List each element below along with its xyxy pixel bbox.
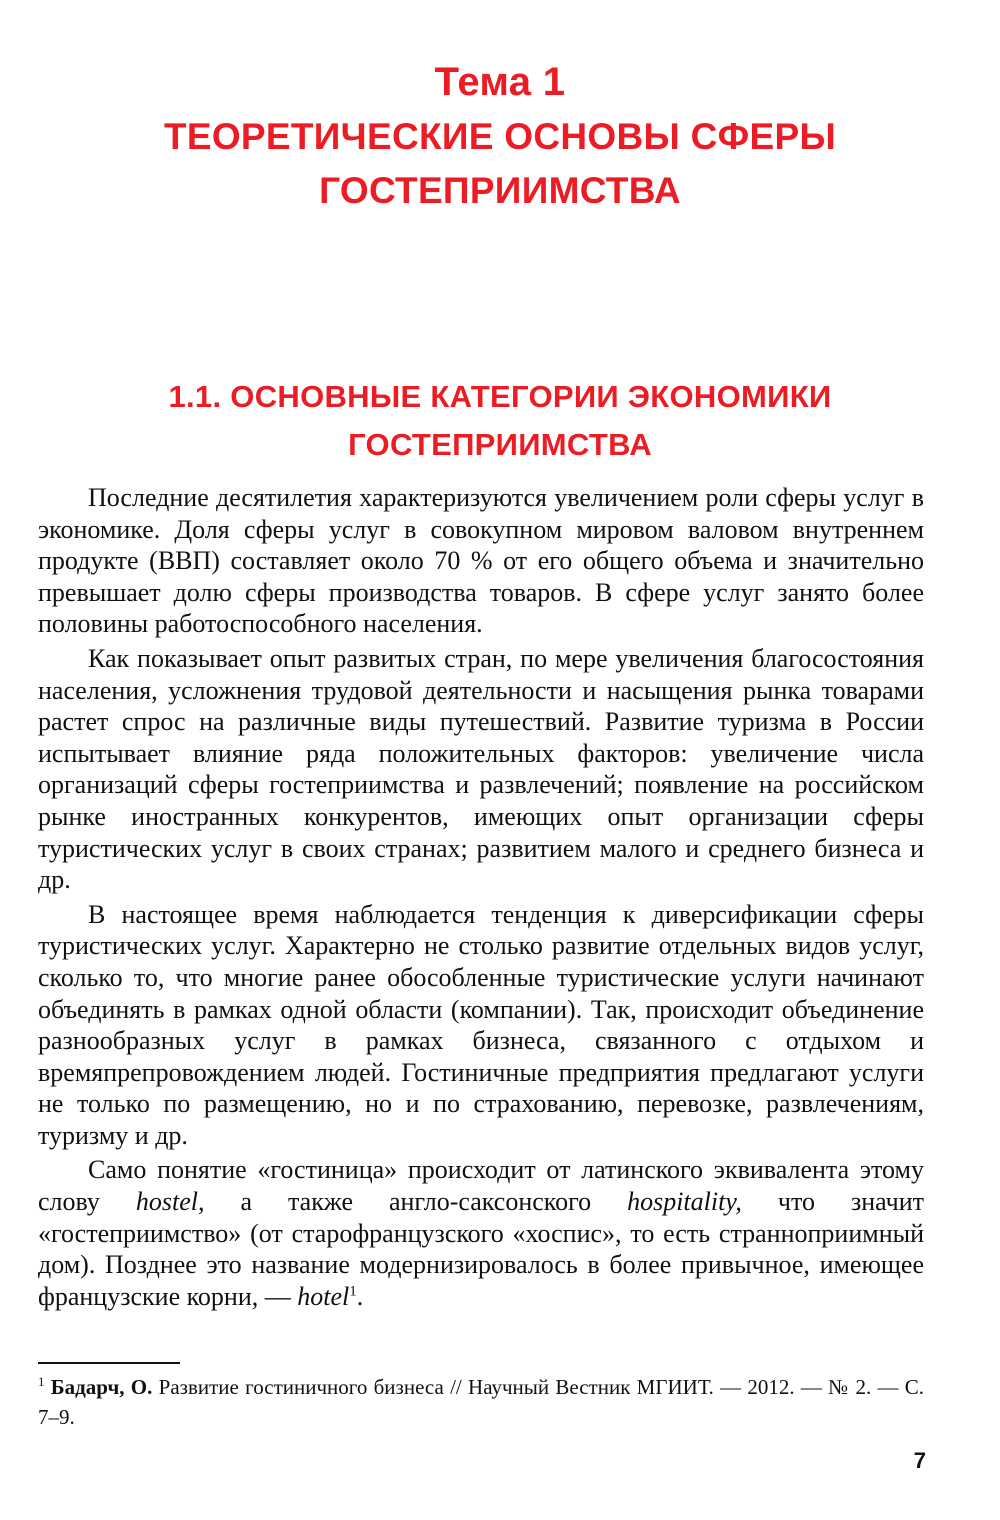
topic-label: Тема 1 bbox=[434, 60, 566, 104]
paragraph-4-end: . bbox=[356, 1281, 364, 1311]
topic-title-line: ТЕОРЕТИЧЕСКИЕ ОСНОВЫ СФЕРЫ bbox=[163, 116, 837, 157]
paragraph-1: Последние десятилетия характеризуются увеличением роли сферы услуг в экономике. Доля сферы услуг в совокупном мировом валовом внутреннем продукте (ВВП) составляет около 70 % от его общего объема и значительно превышает долю сферы производства товаров. В сфере услуг занято более половины работоспособного населения. bbox=[38, 483, 924, 639]
paragraph-4-text: что значит «гостеприимство» (от старофранцузского «хоспис», то есть странноприимный дом). Позднее это название модернизировалось в более привычное, имеющее французские корни, — bbox=[38, 1187, 925, 1311]
paragraph-3: В настоящее время наблюдается тенденция к диверсификации сферы туристических услуг. Характерно не столько развитие отдельных видов услуг, сколько то, что многие ранее обособленные туристические услуги начинают объединять в рамках одной области (компании). Так, происходит объединение разнообразных услуг в рамках бизнеса, связанного с отдыхом и времяпрепровождением людей. Гостиничные предприятия предлагают услуги не только по размещению, но и по страхованию, перевозке, развлечениям, туризму и др. bbox=[38, 899, 924, 1150]
paragraph-2: Как показывает опыт развитых стран, по мере увеличения благосостояния населения, усложнения трудовой деятельности и насыщения рынка товарами растет спрос на различные виды путешествий. Развитие туризма в России испытывает влияние ряда положительных факторов: увеличение числа организаций сферы гостеприимства и развлечений; появление на российском рынке иностранных конкурентов, имеющих опыт организации сферы туристических услуг в своих странах; развитием малого и среднего бизнеса и др. bbox=[38, 643, 924, 895]
term-hostel: hostel, bbox=[135, 1187, 205, 1217]
footnote-text: Развитие гостиничного бизнеса // Научный Вестник МГИИТ. — 2012. — № 2. — С. 7–9. bbox=[38, 1375, 925, 1429]
section-title-line: ГОСТЕПРИИМСТВА bbox=[348, 427, 652, 462]
topic-title-line: ГОСТЕПРИИМСТВА bbox=[319, 170, 681, 211]
term-hospitality: hospitality, bbox=[627, 1187, 742, 1217]
term-hotel: hotel bbox=[297, 1281, 350, 1311]
topic-title bbox=[0, 110, 1000, 218]
paragraph-4-text: а также англо-саксонского bbox=[204, 1187, 628, 1217]
footnote-reference[interactable]: 1 bbox=[349, 1283, 357, 1300]
paragraph-4-text: Само понятие «гостиница» происходит от латинского эквивалента этому слову bbox=[38, 1155, 924, 1217]
body-text bbox=[38, 482, 924, 1315]
footnote bbox=[38, 1372, 924, 1432]
page-number: 7 bbox=[913, 1448, 926, 1473]
section-title bbox=[0, 373, 1000, 469]
footnote-mark: 1 bbox=[38, 1374, 45, 1389]
footnote-divider bbox=[38, 1362, 180, 1364]
footnote-author: Бадарч, О. bbox=[50, 1375, 153, 1399]
section-title-line: 1.1. ОСНОВНЫЕ КАТЕГОРИИ ЭКОНОМИКИ bbox=[168, 379, 832, 414]
paragraph-4 bbox=[38, 1154, 924, 1312]
